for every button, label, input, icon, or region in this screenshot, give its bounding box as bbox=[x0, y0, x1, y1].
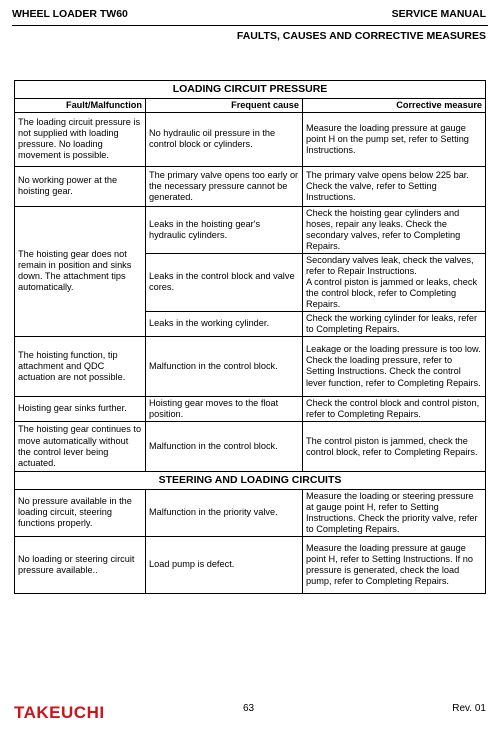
cause-cell: Malfunction in the control block. bbox=[146, 422, 303, 472]
table-row bbox=[15, 166, 486, 206]
section-title: STEERING AND LOADING CIRCUITS bbox=[15, 472, 486, 490]
cause-cell: No hydraulic oil pressure in the control block or cylinders. bbox=[146, 112, 303, 166]
cause-cell: Leaks in the control block and valve cores. bbox=[146, 253, 303, 311]
cause-cell: Leaks in the hoisting gear's hydraulic cylinders. bbox=[146, 206, 303, 253]
measure-cell: Check the hoisting gear cylinders and hoses, repair any leaks. Check the secondary valves, refer to Completing Repairs. bbox=[303, 206, 486, 253]
cause-cell: Malfunction in the control block. bbox=[146, 336, 303, 396]
cause-cell: Hoisting gear moves to the float position. bbox=[146, 396, 303, 421]
measure-cell: Measure the loading pressure at gauge point H, refer to Setting Instructions. If no pressure is generated, check the load pump, refer to Completing Repairs. bbox=[303, 536, 486, 593]
fault-cell: The hoisting gear continues to move automatically without the control lever being actuated. bbox=[15, 422, 146, 472]
table-row bbox=[15, 336, 486, 396]
fault-cell: No working power at the hoisting gear. bbox=[15, 166, 146, 206]
table-row bbox=[15, 112, 486, 166]
measure-cell: Check the control block and control piston, refer to Completing Repairs. bbox=[303, 396, 486, 421]
measure-cell: Leakage or the loading pressure is too low. Check the loading pressure, refer to Setting Instructions. Check the control lever function, refer to Completing Repairs. bbox=[303, 336, 486, 396]
section-title: LOADING CIRCUIT PRESSURE bbox=[15, 81, 486, 99]
table-row bbox=[15, 536, 486, 593]
header-divider bbox=[12, 25, 488, 26]
manual-type-title: SERVICE MANUAL bbox=[391, 8, 486, 20]
table-row bbox=[15, 396, 486, 421]
measure-cell: Measure the loading pressure at gauge point H on the pump set, refer to Setting Instructions. bbox=[303, 112, 486, 166]
cause-cell: The primary valve opens too early or the necessary pressure cannot be generated. bbox=[146, 166, 303, 206]
measure-cell: Check the working cylinder for leaks, refer to Completing Repairs. bbox=[303, 311, 486, 336]
section-header-row bbox=[15, 472, 486, 490]
fault-cell: The hoisting gear does not remain in position and sinks down. The attachment tips automatically. bbox=[15, 206, 146, 336]
fault-cell: The hoisting function, tip attachment and QDC actuation are not possible. bbox=[15, 336, 146, 396]
table-row bbox=[15, 206, 486, 253]
revision-label: Rev. 01 bbox=[452, 703, 486, 714]
cause-cell: Malfunction in the priority valve. bbox=[146, 489, 303, 536]
measure-cell: Measure the loading or steering pressure at gauge point H, refer to Setting Instructions. Check the priority valve, refer to Completing Repairs. bbox=[303, 489, 486, 536]
column-header-row bbox=[15, 98, 486, 112]
column-header-cause: Frequent cause bbox=[146, 98, 303, 112]
cause-cell: Leaks in the working cylinder. bbox=[146, 311, 303, 336]
measure-cell: The control piston is jammed, check the control block, refer to Completing Repairs. bbox=[303, 422, 486, 472]
cause-cell: Load pump is defect. bbox=[146, 536, 303, 593]
fault-table bbox=[14, 80, 486, 594]
measure-cell: The primary valve opens below 225 bar. Check the valve, refer to Setting Instructions. bbox=[303, 166, 486, 206]
chapter-title: FAULTS, CAUSES AND CORRECTIVE MEASURES bbox=[236, 30, 486, 42]
column-header-measure: Corrective measure bbox=[303, 98, 486, 112]
section-header-row bbox=[15, 81, 486, 99]
takeuchi-logo bbox=[14, 703, 124, 721]
fault-cell: The loading circuit pressure is not supplied with loading pressure. No loading movement is possible. bbox=[15, 112, 146, 166]
measure-cell: Secondary valves leak, check the valves, refer to Repair Instructions. A control piston is jammed or leaks, check the control block, refer to Completing Repairs. bbox=[303, 253, 486, 311]
column-header-fault: Fault/Malfunction bbox=[15, 98, 146, 112]
page-number: 63 bbox=[243, 703, 255, 714]
table-row bbox=[15, 422, 486, 472]
table-row bbox=[15, 489, 486, 536]
fault-cell: No loading or steering circuit pressure available.. bbox=[15, 536, 146, 593]
fault-cell: No pressure available in the loading circuit, steering functions properly. bbox=[15, 489, 146, 536]
svg-text:TAKEUCHI: TAKEUCHI bbox=[14, 703, 105, 721]
manual-model-title: WHEEL LOADER TW60 bbox=[12, 8, 128, 20]
fault-cell: Hoisting gear sinks further. bbox=[15, 396, 146, 421]
